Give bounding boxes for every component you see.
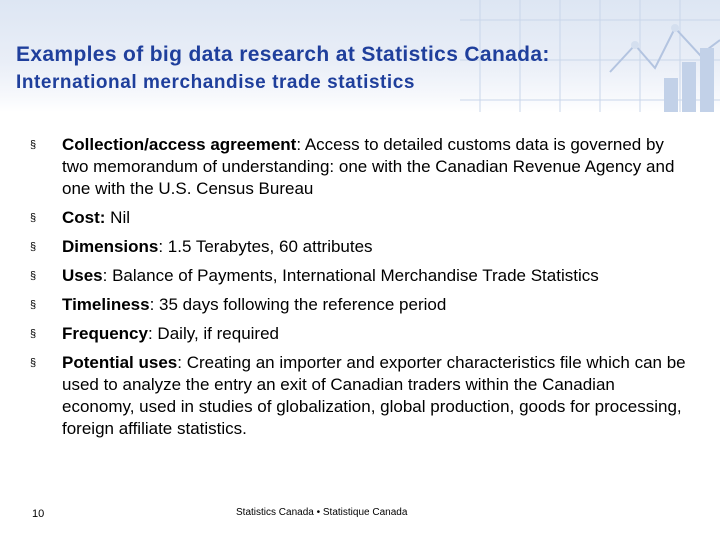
- bullet-marker-icon: §: [30, 270, 37, 282]
- bullet-text: : 1.5 Terabytes, 60 attributes: [158, 237, 373, 256]
- bullet-item: [30, 236, 690, 258]
- bullet-item: [30, 265, 690, 287]
- bullet-text: Nil: [105, 208, 131, 227]
- slide-subtitle: International merchandise trade statistics: [16, 72, 415, 93]
- footer-text: Statistics Canada • Statistique Canada: [236, 507, 408, 518]
- bullet-marker-icon: §: [30, 328, 37, 340]
- bullet-list: [30, 134, 690, 447]
- bullet-text: : Daily, if required: [147, 324, 279, 343]
- bullet-item: [30, 134, 690, 200]
- bullet-item: [30, 323, 690, 345]
- bullet-label: Dimensions: [62, 237, 159, 256]
- bullet-text: : Access to detailed customs data is governed by two memorandum of understanding: one with the Canadian Revenue Agency and one with the U.S. Census Bureau: [62, 135, 675, 198]
- bullet-marker-icon: §: [30, 299, 37, 311]
- bullet-label: Frequency: [62, 324, 148, 343]
- bullet-text: : Creating an importer and exporter characteristics file which can be used to analyze the entry an exit of Canadian traders within the Canadian economy, used in studies of globalization, global production, goods for processing, foreign affiliate statistics.: [62, 353, 686, 438]
- slide-title: Examples of big data research at Statistics Canada:: [16, 43, 550, 66]
- bullet-item: [30, 207, 690, 229]
- bullet-item: [30, 352, 690, 440]
- bullet-text: : 35 days following the reference period: [149, 295, 447, 314]
- bullet-marker-icon: §: [30, 139, 37, 151]
- bullet-marker-icon: §: [30, 212, 37, 224]
- bullet-label: Timeliness: [62, 295, 150, 314]
- bullet-item: [30, 294, 690, 316]
- slide-header: [0, 0, 720, 112]
- bullet-label: Potential uses: [62, 353, 178, 372]
- bullet-label: Uses: [62, 266, 103, 285]
- bullet-label: Collection/access agreement: [62, 135, 297, 154]
- bullet-text: : Balance of Payments, International Merchandise Trade Statistics: [102, 266, 599, 285]
- bullet-marker-icon: §: [30, 241, 37, 253]
- bullet-label: Cost:: [62, 208, 106, 227]
- page-number: 10: [32, 508, 45, 520]
- bullet-marker-icon: §: [30, 357, 37, 369]
